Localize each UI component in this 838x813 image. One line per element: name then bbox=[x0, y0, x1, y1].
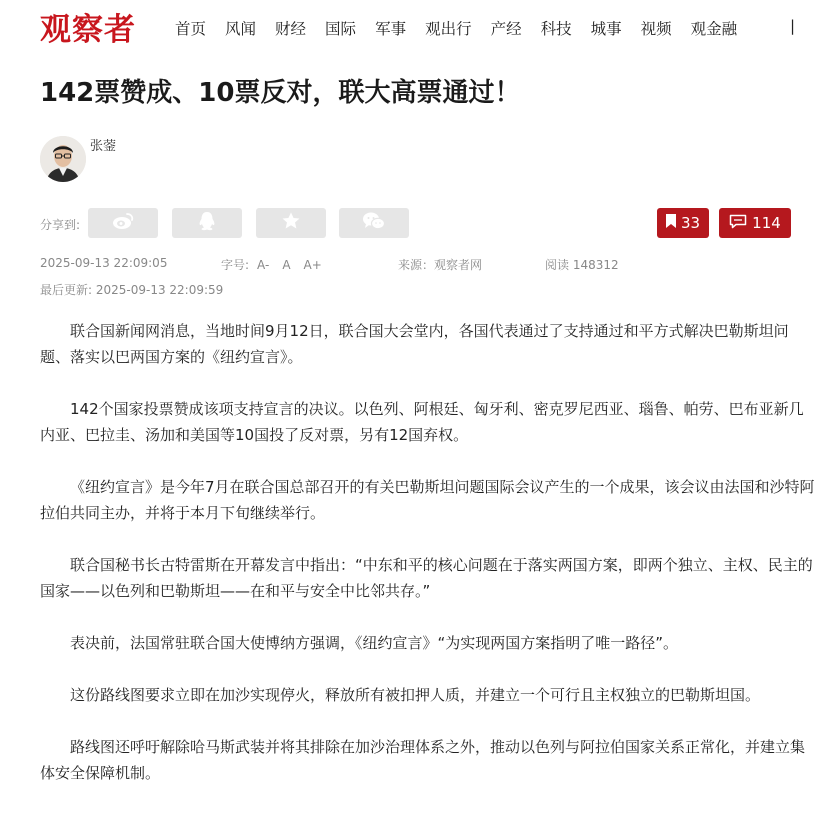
nav-item-international[interactable]: 国际 bbox=[325, 20, 357, 38]
site-logo[interactable]: 观察者 bbox=[40, 12, 136, 48]
nav-item-tech[interactable]: 科技 bbox=[540, 20, 572, 38]
main-nav bbox=[175, 17, 756, 39]
publish-date: 2025-09-13 22:09:05 bbox=[40, 256, 168, 270]
nav-item-home[interactable]: 首页 bbox=[175, 20, 207, 38]
nav-item-mobility[interactable]: 观出行 bbox=[425, 20, 472, 38]
paragraph-3: 《纽约宣言》是今年7月在联合国总部召开的有关巴勒斯坦问题国际会议产生的一个成果，该会议由法国和沙特阿拉伯共同主办，并将于本月下旬继续举行。 bbox=[40, 478, 815, 522]
paragraph-5: 表决前，法国常驻联合国大使博纳方强调，《纽约宣言》“为实现两国方案指明了唯一路径”。 bbox=[70, 634, 679, 652]
share-qq-button[interactable] bbox=[172, 208, 242, 238]
nav-item-military[interactable]: 军事 bbox=[375, 20, 407, 38]
paragraph-2: 142个国家投票赞成该项支持宣言的决议。以色列、阿根廷、匈牙利、密克罗尼西亚、瑙鲁、帕劳、巴布亚新几内亚、巴拉圭、汤加和美国等10国投了反对票，另有12国弃权。 bbox=[40, 400, 804, 444]
font-size-default-button[interactable]: A bbox=[282, 258, 291, 272]
last-updated: 最后更新: 2025-09-13 22:09:59 bbox=[40, 283, 224, 297]
comment-button[interactable] bbox=[719, 208, 791, 238]
wechat-icon bbox=[362, 211, 386, 235]
share-favorite-button[interactable] bbox=[256, 208, 326, 238]
paragraph-4: 联合国秘书长古特雷斯在开幕发言中指出：“中东和平的核心问题在于落实两国方案，即两个独立、主权、民主的国家——以色列和巴勒斯坦——在和平与安全中比邻共存。” bbox=[40, 556, 813, 600]
font-size-control bbox=[221, 256, 322, 273]
share-weibo-button[interactable] bbox=[88, 208, 158, 238]
article-source: 来源：观察者网 bbox=[398, 258, 483, 272]
view-count: 阅读 148312 bbox=[545, 258, 619, 272]
font-size-decrease-button[interactable]: A- bbox=[257, 258, 270, 272]
comment-count: 114 bbox=[752, 214, 781, 232]
nav-item-finance[interactable]: 财经 bbox=[275, 20, 307, 38]
weibo-icon bbox=[112, 212, 134, 234]
font-size-increase-button[interactable]: A+ bbox=[303, 258, 322, 272]
nav-item-video[interactable]: 视频 bbox=[640, 20, 672, 38]
article-title: 142票赞成、10票反对，联大高票通过！ bbox=[40, 78, 521, 108]
nav-item-industry[interactable]: 产经 bbox=[490, 20, 522, 38]
bookmark-count: 33 bbox=[680, 214, 701, 232]
share-label: 分享到: bbox=[40, 218, 81, 232]
qq-icon bbox=[198, 211, 216, 235]
font-size-label: 字号: bbox=[221, 258, 250, 272]
comment-icon bbox=[729, 214, 747, 233]
top-bar bbox=[0, 0, 838, 56]
paragraph-6: 这份路线图要求立即在加沙实现停火，释放所有被扣押人质，并建立一个可行且主权独立的巴勒斯坦国。 bbox=[70, 686, 761, 704]
star-icon bbox=[281, 211, 301, 235]
bookmark-icon bbox=[666, 214, 676, 232]
paragraph-1: 联合国新闻网消息，当地时间9月12日，联合国大会堂内，各国代表通过了支持通过和平方式解决巴勒斯坦问题、落实以巴两国方案的《纽约宣言》。 bbox=[40, 322, 789, 366]
paragraph-7: 路线图还呼吁解除哈马斯武装并将其排除在加沙治理体系之外，推动以色列与阿拉伯国家关系正常化，并建立集体安全保障机制。 bbox=[40, 738, 806, 782]
share-wechat-button[interactable] bbox=[339, 208, 409, 238]
nav-item-fengwen[interactable]: 风闻 bbox=[225, 20, 257, 38]
author-avatar[interactable] bbox=[40, 136, 86, 182]
nav-item-fintech[interactable]: 观金融 bbox=[690, 20, 738, 38]
bookmark-button[interactable] bbox=[657, 208, 709, 238]
article-body bbox=[40, 318, 815, 786]
author-name[interactable]: 张蓥 bbox=[90, 139, 117, 154]
nav-separator: | bbox=[790, 17, 796, 35]
nav-item-city[interactable]: 城事 bbox=[590, 20, 622, 38]
